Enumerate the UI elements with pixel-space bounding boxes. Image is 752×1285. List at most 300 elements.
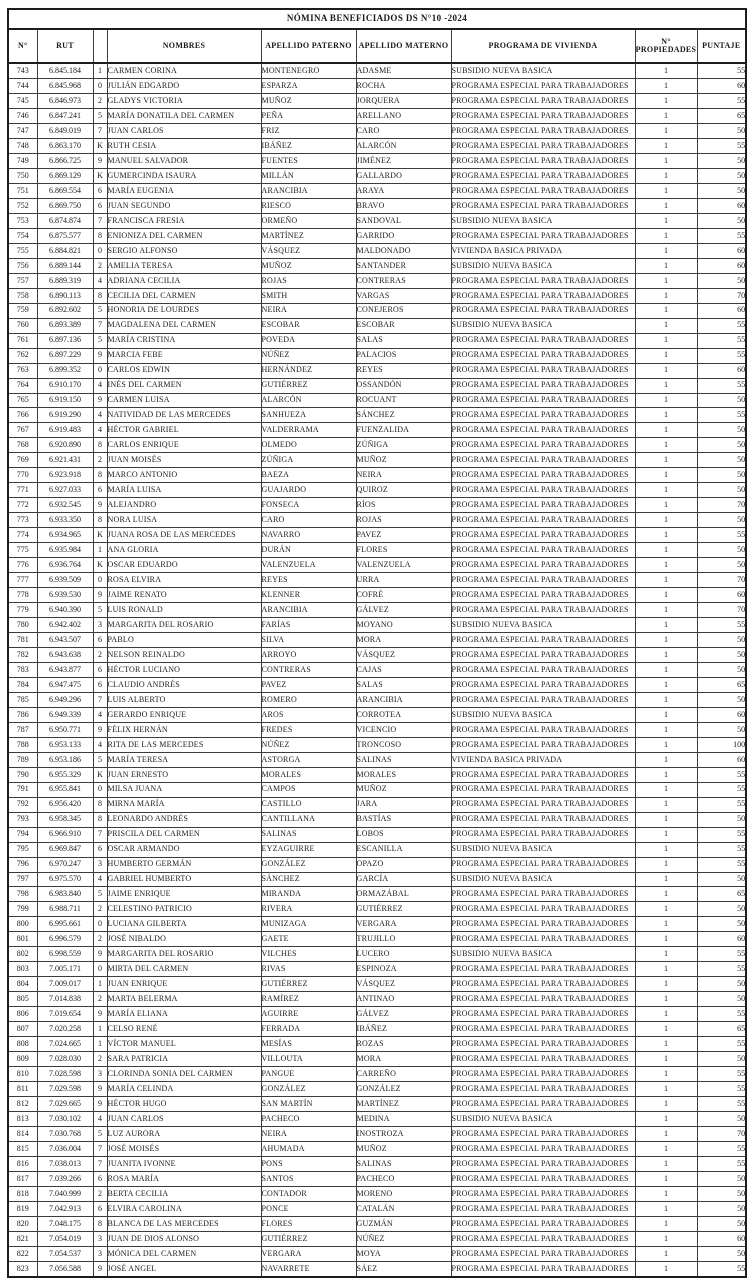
cell-apellido-paterno: AHUMADA — [261, 1141, 356, 1156]
cell-num: 751 — [8, 183, 37, 198]
cell-apellido-paterno: RIVERA — [261, 902, 356, 917]
cell-rut: 6.966.910 — [37, 827, 93, 842]
cell-num: 819 — [8, 1201, 37, 1216]
cell-nombres: JUAN ENRIQUE — [107, 977, 261, 992]
cell-rut: 6.866.725 — [37, 154, 93, 169]
table-row — [8, 154, 746, 169]
cell-num: 793 — [8, 812, 37, 827]
table-row — [8, 977, 746, 992]
cell-rut: 7.014.838 — [37, 992, 93, 1007]
cell-rut: 6.921.431 — [37, 453, 93, 468]
cell-puntaje: 55 — [697, 797, 746, 812]
cell-nombres: GLADYS VICTORIA — [107, 94, 261, 109]
cell-nombres: JUAN SEGUNDO — [107, 198, 261, 213]
cell-num: 806 — [8, 1007, 37, 1022]
cell-programa: PROGRAMA ESPECIAL PARA TRABAJADORES — [451, 378, 635, 393]
cell-puntaje: 50 — [697, 1112, 746, 1127]
cell-propiedades: 1 — [635, 528, 697, 543]
cell-nombres: LEONARDO ANDRÉS — [107, 812, 261, 827]
cell-nombres: JUANA ROSA DE LAS MERCEDES — [107, 528, 261, 543]
cell-apellido-materno: IBÁÑEZ — [356, 1022, 451, 1037]
cell-rut: 6.956.420 — [37, 797, 93, 812]
cell-num: 765 — [8, 393, 37, 408]
cell-rut: 7.039.266 — [37, 1171, 93, 1186]
cell-propiedades: 1 — [635, 303, 697, 318]
cell-propiedades: 1 — [635, 1246, 697, 1261]
table-row — [8, 543, 746, 558]
cell-propiedades: 1 — [635, 288, 697, 303]
cell-apellido-paterno: SÁNCHEZ — [261, 872, 356, 887]
cell-apellido-materno: MEDINA — [356, 1112, 451, 1127]
cell-rut: 6.998.559 — [37, 947, 93, 962]
cell-propiedades: 1 — [635, 662, 697, 677]
cell-apellido-paterno: FREDES — [261, 722, 356, 737]
cell-nombres: OSCAR EDUARDO — [107, 558, 261, 573]
cell-propiedades: 1 — [635, 932, 697, 947]
cell-apellido-materno: LOBOS — [356, 827, 451, 842]
cell-propiedades: 1 — [635, 124, 697, 139]
cell-apellido-materno: MOYA — [356, 1246, 451, 1261]
cell-num: 794 — [8, 827, 37, 842]
cell-dv: 8 — [93, 468, 107, 483]
cell-dv: 2 — [93, 94, 107, 109]
cell-dv: 4 — [93, 408, 107, 423]
cell-apellido-paterno: HERNÁNDEZ — [261, 363, 356, 378]
cell-nombres: JOSÉ NIBALDO — [107, 932, 261, 947]
cell-rut: 6.947.475 — [37, 677, 93, 692]
cell-rut: 6.890.113 — [37, 288, 93, 303]
cell-propiedades: 1 — [635, 273, 697, 288]
cell-rut: 7.042.913 — [37, 1201, 93, 1216]
cell-nombres: MARÍA TERESA — [107, 752, 261, 767]
cell-programa: PROGRAMA ESPECIAL PARA TRABAJADORES — [451, 393, 635, 408]
table-row — [8, 1082, 746, 1097]
cell-rut: 6.869.129 — [37, 168, 93, 183]
table-row — [8, 453, 746, 468]
cell-num: 757 — [8, 273, 37, 288]
cell-num: 756 — [8, 258, 37, 273]
cell-dv: 6 — [93, 483, 107, 498]
cell-dv: 9 — [93, 393, 107, 408]
cell-rut: 6.935.984 — [37, 543, 93, 558]
cell-puntaje: 65 — [697, 1022, 746, 1037]
cell-num: 790 — [8, 767, 37, 782]
cell-puntaje: 55 — [697, 857, 746, 872]
cell-programa: PROGRAMA ESPECIAL PARA TRABAJADORES — [451, 1022, 635, 1037]
cell-puntaje: 60 — [697, 588, 746, 603]
cell-num: 795 — [8, 842, 37, 857]
cell-apellido-materno: MUÑOZ — [356, 453, 451, 468]
cell-rut: 6.988.711 — [37, 902, 93, 917]
cell-propiedades: 1 — [635, 168, 697, 183]
cell-dv: 9 — [93, 722, 107, 737]
cell-apellido-materno: PACHECO — [356, 1171, 451, 1186]
table-row — [8, 633, 746, 648]
cell-rut: 6.955.841 — [37, 782, 93, 797]
cell-puntaje: 55 — [697, 827, 746, 842]
cell-propiedades: 1 — [635, 962, 697, 977]
cell-dv: 2 — [93, 1052, 107, 1067]
cell-rut: 6.919.483 — [37, 423, 93, 438]
table-row — [8, 902, 746, 917]
cell-dv: 5 — [93, 303, 107, 318]
cell-apellido-paterno: MUÑOZ — [261, 258, 356, 273]
cell-programa: PROGRAMA ESPECIAL PARA TRABAJADORES — [451, 647, 635, 662]
cell-programa: PROGRAMA ESPECIAL PARA TRABAJADORES — [451, 363, 635, 378]
cell-puntaje: 50 — [697, 273, 746, 288]
cell-apellido-paterno: RIESCO — [261, 198, 356, 213]
table-row — [8, 932, 746, 947]
cell-nombres: NELSON REINALDO — [107, 647, 261, 662]
cell-propiedades: 1 — [635, 1007, 697, 1022]
cell-programa: PROGRAMA ESPECIAL PARA TRABAJADORES — [451, 1261, 635, 1277]
cell-apellido-paterno: NEIRA — [261, 1126, 356, 1141]
cell-nombres: MARGARITA DEL ROSARIO — [107, 947, 261, 962]
cell-apellido-materno: URRA — [356, 573, 451, 588]
table-row — [8, 917, 746, 932]
cell-programa: PROGRAMA ESPECIAL PARA TRABAJADORES — [451, 1067, 635, 1082]
cell-propiedades: 1 — [635, 154, 697, 169]
cell-dv: 7 — [93, 213, 107, 228]
cell-nombres: ROSA MARÍA — [107, 1171, 261, 1186]
cell-programa: PROGRAMA ESPECIAL PARA TRABAJADORES — [451, 573, 635, 588]
cell-rut: 6.936.764 — [37, 558, 93, 573]
cell-dv: 0 — [93, 363, 107, 378]
cell-num: 786 — [8, 707, 37, 722]
cell-num: 804 — [8, 977, 37, 992]
cell-propiedades: 1 — [635, 94, 697, 109]
cell-num: 796 — [8, 857, 37, 872]
cell-rut: 6.934.965 — [37, 528, 93, 543]
cell-puntaje: 60 — [697, 363, 746, 378]
table-row — [8, 812, 746, 827]
table-row — [8, 692, 746, 707]
cell-apellido-paterno: POVEDA — [261, 333, 356, 348]
cell-propiedades: 1 — [635, 258, 697, 273]
cell-nombres: MARCO ANTONIO — [107, 468, 261, 483]
cell-apellido-paterno: SMITH — [261, 288, 356, 303]
cell-propiedades: 1 — [635, 408, 697, 423]
cell-dv: 2 — [93, 453, 107, 468]
cell-dv: 9 — [93, 1097, 107, 1112]
cell-rut: 6.975.570 — [37, 872, 93, 887]
cell-apellido-paterno: VERGARA — [261, 1246, 356, 1261]
cell-rut: 6.943.507 — [37, 633, 93, 648]
cell-apellido-materno: CARREÑO — [356, 1067, 451, 1082]
cell-propiedades: 1 — [635, 139, 697, 154]
cell-num: 779 — [8, 603, 37, 618]
table-row — [8, 1022, 746, 1037]
table-row — [8, 243, 746, 258]
cell-apellido-paterno: FARÍAS — [261, 618, 356, 633]
cell-rut: 6.899.352 — [37, 363, 93, 378]
cell-propiedades: 1 — [635, 333, 697, 348]
cell-puntaje: 70 — [697, 603, 746, 618]
cell-apellido-materno: SALAS — [356, 333, 451, 348]
table-row — [8, 139, 746, 154]
cell-puntaje: 50 — [697, 1201, 746, 1216]
cell-dv: 6 — [93, 662, 107, 677]
cell-dv: K — [93, 168, 107, 183]
cell-rut: 7.054.019 — [37, 1231, 93, 1246]
cell-nombres: LUCIANA GILBERTA — [107, 917, 261, 932]
cell-rut: 6.884.821 — [37, 243, 93, 258]
cell-programa: PROGRAMA ESPECIAL PARA TRABAJADORES — [451, 273, 635, 288]
cell-rut: 6.970.247 — [37, 857, 93, 872]
cell-programa: PROGRAMA ESPECIAL PARA TRABAJADORES — [451, 438, 635, 453]
cell-num: 789 — [8, 752, 37, 767]
cell-apellido-materno: MUÑOZ — [356, 1141, 451, 1156]
cell-apellido-materno: ADASME — [356, 63, 451, 79]
cell-puntaje: 50 — [697, 468, 746, 483]
cell-rut: 6.889.144 — [37, 258, 93, 273]
cell-num: 770 — [8, 468, 37, 483]
cell-rut: 6.847.241 — [37, 109, 93, 124]
cell-puntaje: 55 — [697, 1037, 746, 1052]
cell-num: 753 — [8, 213, 37, 228]
cell-nombres: MARCIA FEBE — [107, 348, 261, 363]
cell-apellido-paterno: ZÚÑIGA — [261, 453, 356, 468]
cell-rut: 7.056.588 — [37, 1261, 93, 1277]
cell-programa: PROGRAMA ESPECIAL PARA TRABAJADORES — [451, 1097, 635, 1112]
cell-apellido-paterno: MESÍAS — [261, 1037, 356, 1052]
table-row — [8, 1231, 746, 1246]
cell-apellido-paterno: PEÑA — [261, 109, 356, 124]
cell-puntaje: 50 — [697, 483, 746, 498]
cell-propiedades: 1 — [635, 588, 697, 603]
cell-rut: 6.953.133 — [37, 737, 93, 752]
cell-rut: 7.036.004 — [37, 1141, 93, 1156]
cell-programa: PROGRAMA ESPECIAL PARA TRABAJADORES — [451, 1037, 635, 1052]
table-row — [8, 288, 746, 303]
cell-dv: 2 — [93, 902, 107, 917]
cell-rut: 7.030.768 — [37, 1126, 93, 1141]
cell-apellido-materno: MORA — [356, 1052, 451, 1067]
table-row — [8, 1112, 746, 1127]
cell-apellido-paterno: ROMERO — [261, 692, 356, 707]
cell-puntaje: 60 — [697, 79, 746, 94]
cell-puntaje: 55 — [697, 408, 746, 423]
cell-rut: 6.875.577 — [37, 228, 93, 243]
cell-rut: 7.030.102 — [37, 1112, 93, 1127]
cell-dv: 1 — [93, 977, 107, 992]
cell-dv: 4 — [93, 872, 107, 887]
cell-num: 774 — [8, 528, 37, 543]
cell-nombres: MARGARITA DEL ROSARIO — [107, 618, 261, 633]
cell-apellido-paterno: PONCE — [261, 1201, 356, 1216]
cell-apellido-materno: GARRIDO — [356, 228, 451, 243]
cell-propiedades: 1 — [635, 618, 697, 633]
cell-programa: PROGRAMA ESPECIAL PARA TRABAJADORES — [451, 183, 635, 198]
cell-apellido-paterno: ASTORGA — [261, 752, 356, 767]
cell-num: 776 — [8, 558, 37, 573]
cell-rut: 6.920.890 — [37, 438, 93, 453]
cell-puntaje: 50 — [697, 438, 746, 453]
table-row — [8, 333, 746, 348]
cell-programa: PROGRAMA ESPECIAL PARA TRABAJADORES — [451, 198, 635, 213]
cell-dv: 8 — [93, 438, 107, 453]
cell-puntaje: 70 — [697, 573, 746, 588]
cell-puntaje: 60 — [697, 243, 746, 258]
cell-num: 791 — [8, 782, 37, 797]
cell-propiedades: 1 — [635, 707, 697, 722]
cell-apellido-materno: SÁNCHEZ — [356, 408, 451, 423]
cell-apellido-materno: NEIRA — [356, 468, 451, 483]
cell-apellido-materno: ROCUANT — [356, 393, 451, 408]
cell-dv: 5 — [93, 109, 107, 124]
table-row — [8, 782, 746, 797]
cell-nombres: SERGIO ALFONSO — [107, 243, 261, 258]
cell-programa: PROGRAMA ESPECIAL PARA TRABAJADORES — [451, 333, 635, 348]
cell-num: 811 — [8, 1082, 37, 1097]
cell-programa: PROGRAMA ESPECIAL PARA TRABAJADORES — [451, 588, 635, 603]
cell-puntaje: 55 — [697, 1082, 746, 1097]
cell-puntaje: 55 — [697, 228, 746, 243]
cell-programa: PROGRAMA ESPECIAL PARA TRABAJADORES — [451, 722, 635, 737]
cell-rut: 6.897.229 — [37, 348, 93, 363]
cell-nombres: GUMERCINDA ISAURA — [107, 168, 261, 183]
cell-apellido-materno: JORQUERA — [356, 94, 451, 109]
cell-propiedades: 1 — [635, 722, 697, 737]
cell-propiedades: 1 — [635, 603, 697, 618]
cell-nombres: HUMBERTO GERMÁN — [107, 857, 261, 872]
cell-propiedades: 1 — [635, 1037, 697, 1052]
table-row — [8, 363, 746, 378]
table-row — [8, 468, 746, 483]
cell-num: 818 — [8, 1186, 37, 1201]
cell-programa: PROGRAMA ESPECIAL PARA TRABAJADORES — [451, 917, 635, 932]
cell-puntaje: 50 — [697, 168, 746, 183]
column-header-apellido-paterno: APELLIDO PATERNO — [261, 29, 356, 63]
cell-nombres: GERARDO ENRIQUE — [107, 707, 261, 722]
cell-apellido-paterno: KLENNER — [261, 588, 356, 603]
cell-programa: PROGRAMA ESPECIAL PARA TRABAJADORES — [451, 1156, 635, 1171]
cell-propiedades: 1 — [635, 782, 697, 797]
cell-propiedades: 1 — [635, 1097, 697, 1112]
cell-apellido-paterno: NÚÑEZ — [261, 348, 356, 363]
cell-propiedades: 1 — [635, 438, 697, 453]
table-row — [8, 1201, 746, 1216]
table-title-row — [8, 9, 746, 29]
cell-rut: 6.889.319 — [37, 273, 93, 288]
cell-puntaje: 50 — [697, 633, 746, 648]
cell-num: 772 — [8, 498, 37, 513]
cell-nombres: RITA DE LAS MERCEDES — [107, 737, 261, 752]
table-row — [8, 603, 746, 618]
cell-apellido-paterno: SILVA — [261, 633, 356, 648]
cell-programa: PROGRAMA ESPECIAL PARA TRABAJADORES — [451, 303, 635, 318]
cell-apellido-materno: VICENCIO — [356, 722, 451, 737]
cell-puntaje: 55 — [697, 962, 746, 977]
cell-puntaje: 55 — [697, 782, 746, 797]
cell-programa: PROGRAMA ESPECIAL PARA TRABAJADORES — [451, 1216, 635, 1231]
cell-num: 808 — [8, 1037, 37, 1052]
cell-dv: 4 — [93, 423, 107, 438]
cell-propiedades: 1 — [635, 213, 697, 228]
cell-apellido-paterno: MILLÁN — [261, 168, 356, 183]
table-row — [8, 109, 746, 124]
cell-dv: 5 — [93, 887, 107, 902]
table-row — [8, 1126, 746, 1141]
cell-puntaje: 50 — [697, 393, 746, 408]
cell-propiedades: 1 — [635, 183, 697, 198]
cell-rut: 6.955.329 — [37, 767, 93, 782]
cell-rut: 7.054.537 — [37, 1246, 93, 1261]
cell-apellido-paterno: ARANCIBIA — [261, 183, 356, 198]
cell-programa: PROGRAMA ESPECIAL PARA TRABAJADORES — [451, 228, 635, 243]
cell-dv: K — [93, 558, 107, 573]
cell-num: 745 — [8, 94, 37, 109]
cell-programa: PROGRAMA ESPECIAL PARA TRABAJADORES — [451, 812, 635, 827]
cell-apellido-materno: QUIROZ — [356, 483, 451, 498]
cell-apellido-materno: TRUJILLO — [356, 932, 451, 947]
cell-apellido-materno: GÁLVEZ — [356, 603, 451, 618]
cell-rut: 6.897.136 — [37, 333, 93, 348]
cell-puntaje: 65 — [697, 677, 746, 692]
cell-nombres: JUAN DE DIOS ALONSO — [107, 1231, 261, 1246]
cell-dv: 0 — [93, 962, 107, 977]
cell-num: 746 — [8, 109, 37, 124]
cell-puntaje: 50 — [697, 1186, 746, 1201]
cell-programa: PROGRAMA ESPECIAL PARA TRABAJADORES — [451, 408, 635, 423]
cell-apellido-paterno: PANGUE — [261, 1067, 356, 1082]
table-row — [8, 992, 746, 1007]
cell-dv: 9 — [93, 947, 107, 962]
cell-dv: 9 — [93, 498, 107, 513]
cell-apellido-paterno: CAMPOS — [261, 782, 356, 797]
cell-programa: PROGRAMA ESPECIAL PARA TRABAJADORES — [451, 109, 635, 124]
cell-puntaje: 55 — [697, 1261, 746, 1277]
cell-propiedades: 1 — [635, 483, 697, 498]
table-row — [8, 797, 746, 812]
cell-puntaje: 50 — [697, 722, 746, 737]
cell-rut: 6.953.186 — [37, 752, 93, 767]
cell-puntaje: 55 — [697, 63, 746, 79]
table-row — [8, 947, 746, 962]
cell-propiedades: 1 — [635, 243, 697, 258]
cell-apellido-paterno: IBÁÑEZ — [261, 139, 356, 154]
cell-puntaje: 70 — [697, 288, 746, 303]
cell-programa: PROGRAMA ESPECIAL PARA TRABAJADORES — [451, 767, 635, 782]
cell-rut: 6.923.918 — [37, 468, 93, 483]
cell-num: 784 — [8, 677, 37, 692]
cell-dv: 7 — [93, 1156, 107, 1171]
cell-apellido-materno: CORROTEA — [356, 707, 451, 722]
cell-propiedades: 1 — [635, 1112, 697, 1127]
table-row — [8, 767, 746, 782]
cell-propiedades: 1 — [635, 363, 697, 378]
cell-rut: 6.919.150 — [37, 393, 93, 408]
cell-propiedades: 1 — [635, 737, 697, 752]
cell-apellido-materno: VARGAS — [356, 288, 451, 303]
table-row — [8, 752, 746, 767]
cell-dv: 7 — [93, 318, 107, 333]
cell-puntaje: 55 — [697, 318, 746, 333]
table-row — [8, 1007, 746, 1022]
cell-nombres: MILSA JUANA — [107, 782, 261, 797]
cell-apellido-materno: LUCERO — [356, 947, 451, 962]
cell-apellido-materno: GARCÍA — [356, 872, 451, 887]
cell-apellido-paterno: REYES — [261, 573, 356, 588]
cell-dv: 5 — [93, 603, 107, 618]
cell-puntaje: 50 — [697, 812, 746, 827]
cell-apellido-materno: NÚÑEZ — [356, 1231, 451, 1246]
cell-programa: PROGRAMA ESPECIAL PARA TRABAJADORES — [451, 633, 635, 648]
cell-apellido-paterno: VALENZUELA — [261, 558, 356, 573]
cell-dv: 2 — [93, 932, 107, 947]
cell-programa: PROGRAMA ESPECIAL PARA TRABAJADORES — [451, 1201, 635, 1216]
cell-propiedades: 1 — [635, 1022, 697, 1037]
